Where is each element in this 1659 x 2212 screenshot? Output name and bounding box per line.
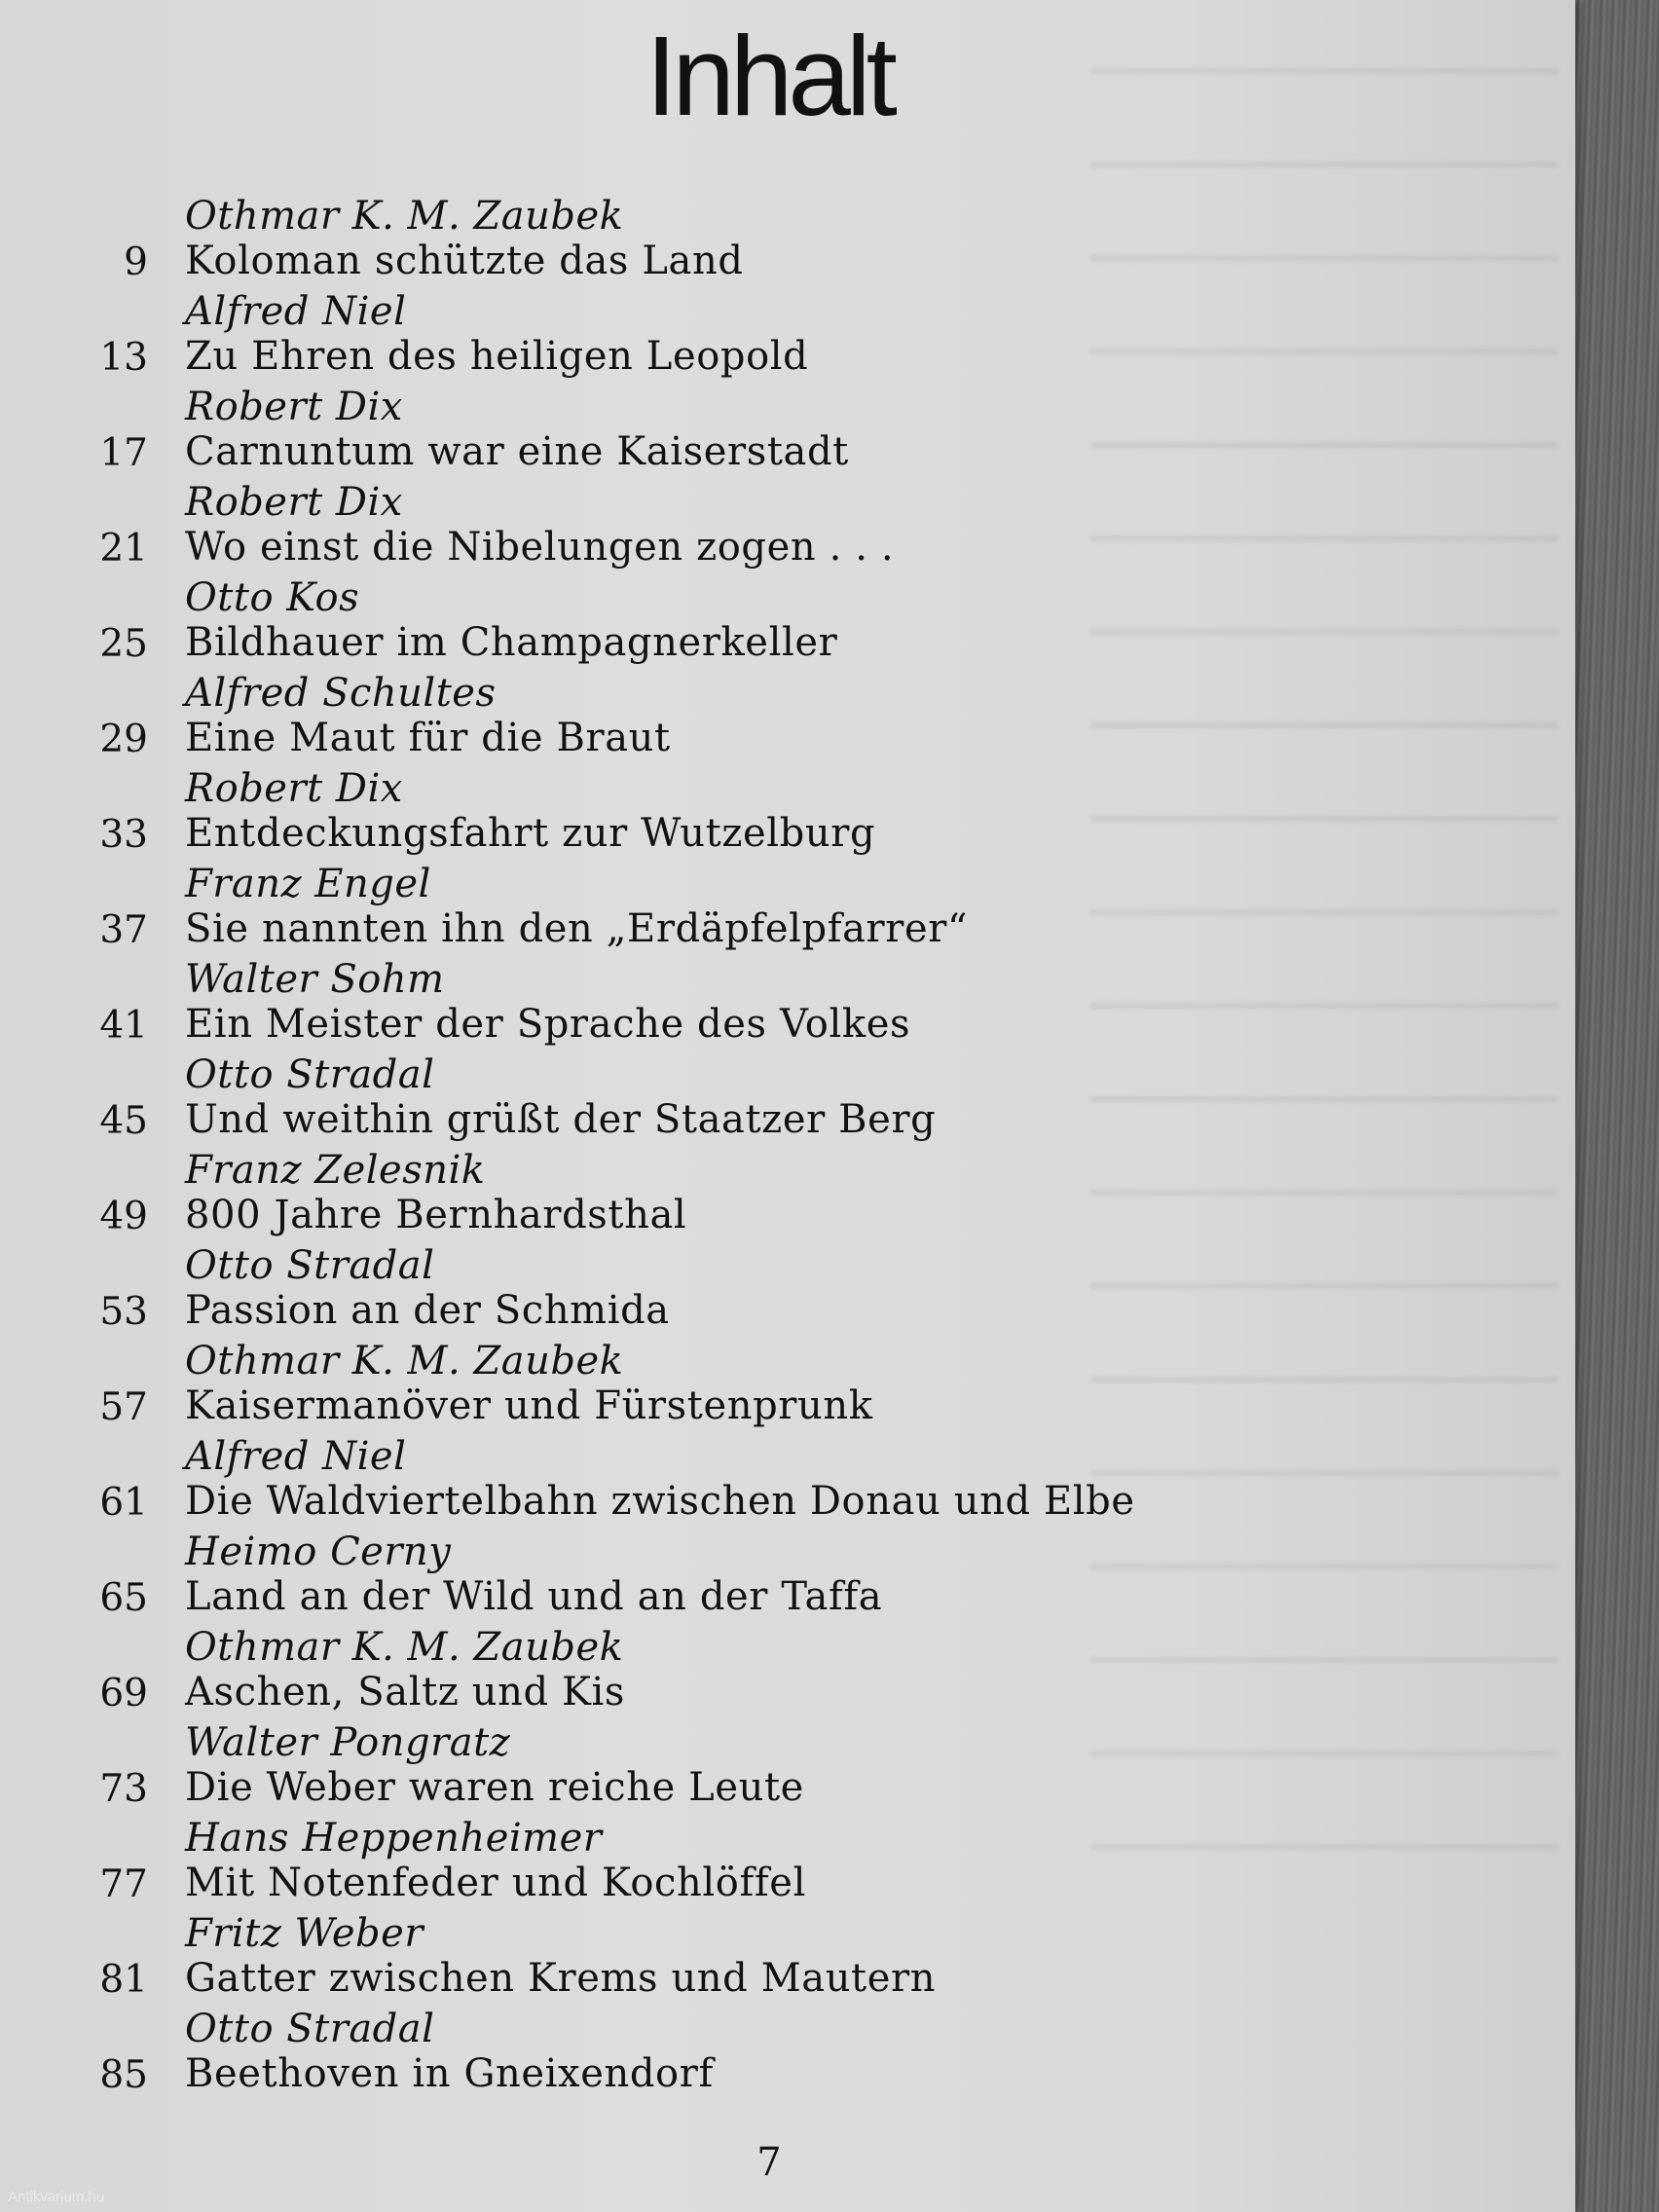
toc-entry	[0, 1433, 1538, 1529]
toc-page-number: 53	[99, 1290, 148, 1334]
toc-page-number: 73	[99, 1767, 148, 1811]
toc-article-title: Eine Maut für die Braut	[185, 716, 671, 760]
toc-entry	[0, 1910, 1538, 2006]
toc-article-title: Passion an der Schmida	[185, 1288, 670, 1333]
watermark: Antikvarium.hu	[8, 2189, 105, 2205]
toc-author: Othmar K. M. Zaubek	[185, 1339, 624, 1383]
toc-entry	[0, 1051, 1538, 1147]
toc-entry	[0, 384, 1538, 479]
toc-author: Othmar K. M. Zaubek	[185, 194, 624, 239]
page-number-footer: 7	[756, 2140, 782, 2185]
toc-page-number: 33	[99, 813, 148, 857]
toc-page-number: 65	[99, 1576, 148, 1620]
toc-article-title: Zu Ehren des heiligen Leopold	[185, 334, 809, 379]
toc-entry	[0, 670, 1538, 765]
toc-author: Alfred Niel	[185, 1434, 407, 1479]
toc-article-title: Wo einst die Nibelungen zogen . . .	[185, 525, 895, 570]
page-title: Inhalt	[645, 13, 893, 139]
toc-entry	[0, 1529, 1538, 1624]
toc-article-title: Die Waldviertelbahn zwischen Donau und Elbe	[185, 1479, 1135, 1524]
toc-author: Robert Dix	[185, 766, 403, 811]
toc-article-title: Koloman schützte das Land	[185, 239, 744, 283]
table-of-contents	[0, 193, 1538, 2101]
toc-page-number: 41	[99, 1004, 148, 1048]
toc-article-title: 800 Jahre Bernhardsthal	[185, 1193, 687, 1237]
toc-page-number: 21	[99, 527, 148, 571]
toc-page-number: 77	[99, 1862, 148, 1906]
toc-article-title: Aschen, Saltz und Kis	[185, 1670, 625, 1714]
toc-page-number: 85	[99, 2053, 148, 2097]
toc-entry	[0, 1719, 1538, 1815]
toc-entry	[0, 765, 1538, 861]
toc-author: Otto Stradal	[185, 1052, 435, 1097]
toc-entry	[0, 1147, 1538, 1242]
toc-page-number: 69	[99, 1672, 148, 1715]
toc-author: Fritz Weber	[185, 1911, 424, 1956]
toc-author: Othmar K. M. Zaubek	[185, 1625, 624, 1670]
toc-entry	[0, 2006, 1538, 2101]
toc-article-title: Und weithin grüßt der Staatzer Berg	[185, 1097, 937, 1142]
toc-author: Franz Engel	[185, 862, 431, 906]
toc-author: Franz Zelesnik	[185, 1148, 486, 1193]
toc-author: Otto Stradal	[185, 2007, 435, 2051]
toc-article-title: Carnuntum war eine Kaiserstadt	[185, 429, 849, 474]
toc-article-title: Sie nannten ihn den „Erdäpfelpfarrer“	[185, 906, 969, 951]
toc-author: Alfred Niel	[185, 289, 407, 334]
toc-page-number: 9	[124, 240, 148, 284]
toc-author: Walter Sohm	[185, 957, 445, 1002]
toc-article-title: Mit Notenfeder und Kochlöffel	[185, 1861, 806, 1905]
toc-entry	[0, 1815, 1538, 1910]
toc-entry	[0, 861, 1538, 956]
toc-article-title: Die Weber waren reiche Leute	[185, 1765, 804, 1810]
toc-article-title: Ein Meister der Sprache des Volkes	[185, 1002, 911, 1047]
toc-page-number: 45	[99, 1099, 148, 1143]
toc-author: Alfred Schultes	[185, 671, 497, 716]
toc-author: Walter Pongratz	[185, 1720, 511, 1765]
toc-entry	[0, 288, 1538, 384]
toc-entry	[0, 193, 1538, 288]
toc-page-number: 29	[99, 718, 148, 761]
toc-author: Heimo Cerny	[185, 1530, 452, 1574]
toc-author: Robert Dix	[185, 480, 403, 525]
toc-article-title: Gatter zwischen Krems und Mautern	[185, 1956, 937, 2001]
toc-page-number: 49	[99, 1195, 148, 1238]
toc-page-number: 13	[99, 336, 148, 380]
toc-entry	[0, 574, 1538, 670]
toc-entry	[0, 956, 1538, 1051]
toc-author: Hans Heppenheimer	[185, 1816, 603, 1861]
toc-article-title: Bildhauer im Champagnerkeller	[185, 620, 838, 665]
toc-page-number: 25	[99, 622, 148, 666]
toc-page-number: 81	[99, 1958, 148, 2002]
toc-entry	[0, 1242, 1538, 1338]
table-edge	[1572, 0, 1659, 2212]
toc-article-title: Beethoven in Gneixendorf	[185, 2051, 714, 2096]
toc-page-number: 37	[99, 908, 148, 952]
toc-author: Otto Kos	[185, 575, 360, 620]
toc-entry	[0, 479, 1538, 574]
toc-page-number: 17	[99, 431, 148, 475]
toc-page-number: 57	[99, 1385, 148, 1429]
toc-article-title: Kaisermanöver und Fürstenprunk	[185, 1383, 873, 1428]
toc-author: Robert Dix	[185, 385, 403, 429]
toc-entry	[0, 1624, 1538, 1719]
toc-article-title: Land an der Wild und an der Taffa	[185, 1574, 883, 1619]
toc-entry	[0, 1338, 1538, 1433]
toc-page-number: 61	[99, 1481, 148, 1525]
toc-article-title: Entdeckungsfahrt zur Wutzelburg	[185, 811, 876, 856]
toc-author: Otto Stradal	[185, 1243, 435, 1288]
